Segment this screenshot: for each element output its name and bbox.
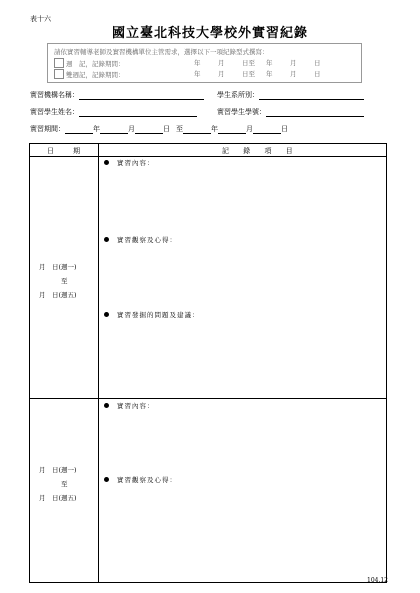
bullet-issues (104, 310, 200, 319)
department-field (217, 90, 364, 100)
unit-to: 至 (176, 125, 183, 133)
content-label: 實習內容： (117, 159, 155, 167)
start-month-input[interactable] (100, 126, 128, 134)
end-year-input[interactable] (183, 126, 211, 134)
unit-day: 日 (314, 70, 321, 78)
weekly-checkbox[interactable] (54, 58, 64, 68)
form-number: 表十六 (30, 15, 51, 23)
unit-month: 月 (290, 59, 297, 67)
issues-label: 實習發掘的問題及建議： (117, 311, 200, 319)
row-divider (30, 398, 386, 399)
start-day-input[interactable] (135, 126, 163, 134)
unit-year: 年 (266, 70, 273, 78)
institution-label: 實習機構名稱： (30, 91, 79, 99)
student-id-label: 實習學生學號： (217, 108, 266, 116)
start-year-input[interactable] (65, 126, 93, 134)
unit-month: 月 (218, 59, 225, 67)
student-name-field (30, 107, 197, 117)
period-label: 實習期間： (30, 125, 65, 133)
week-end-date: 月 日(週五) (39, 494, 77, 502)
column-divider (98, 144, 99, 582)
end-day-input[interactable] (253, 126, 281, 134)
unit-day: 日 (314, 59, 321, 67)
bullet-content (104, 158, 155, 167)
student-name-input[interactable] (79, 109, 197, 117)
institution-field (30, 90, 204, 100)
biweekly-label: 雙週記，記錄期間： (66, 70, 125, 79)
unit-year: 年 (194, 70, 201, 78)
bullet-icon (104, 160, 109, 165)
biweekly-checkbox[interactable] (54, 69, 64, 79)
page-title: 國立臺北科技大學校外實習紀錄 (111, 26, 308, 41)
internship-period-field (30, 124, 288, 134)
weekly-period-units (194, 58, 338, 67)
bullet-content (104, 401, 155, 410)
version-number: 104.12 (367, 577, 388, 584)
notice-instruction: 請依實習輔導老師及實習機構單位主管需求，選擇以下一項紀錄型式撰寫： (54, 48, 269, 56)
unit-year: 年 (194, 59, 201, 67)
observation-label: 實習觀察及心得： (117, 236, 177, 244)
end-month-input[interactable] (218, 126, 246, 134)
unit-year: 年 (266, 59, 273, 67)
record-table (29, 143, 387, 583)
weekly-option (54, 58, 125, 68)
unit-day: 日 (281, 125, 288, 133)
week-to: 至 (61, 277, 68, 285)
unit-day-to: 日至 (242, 59, 255, 67)
student-id-input[interactable] (266, 109, 364, 117)
unit-year: 年 (211, 125, 218, 133)
items-column-header: 記 錄 項 目 (222, 147, 299, 155)
bullet-icon (104, 403, 109, 408)
observation-label: 實習觀察及心得： (117, 476, 177, 484)
weekly-label: 週 記，記錄期間： (66, 59, 125, 68)
week-start-date: 月 日(週一) (39, 263, 77, 271)
student-name-label: 實習學生姓名： (30, 108, 79, 116)
record-type-notice (47, 43, 362, 83)
week-end-date: 月 日(週五) (39, 291, 77, 299)
unit-month: 月 (128, 125, 135, 133)
unit-day-to: 日至 (242, 70, 255, 78)
bullet-observation (104, 235, 177, 244)
bullet-icon (104, 312, 109, 317)
department-label: 學生系所別： (217, 91, 259, 99)
week-to: 至 (61, 480, 68, 488)
date-column-header: 日 期 (47, 147, 86, 155)
unit-year: 年 (93, 125, 100, 133)
unit-month: 月 (290, 70, 297, 78)
unit-month: 月 (246, 125, 253, 133)
bullet-icon (104, 237, 109, 242)
bullet-icon (104, 477, 109, 482)
bullet-observation (104, 475, 177, 484)
department-input[interactable] (259, 92, 364, 100)
unit-day: 日 (163, 125, 170, 133)
biweekly-period-units (194, 69, 338, 78)
student-id-field (217, 107, 364, 117)
header-divider (30, 156, 386, 157)
institution-input[interactable] (79, 92, 204, 100)
content-label: 實習內容： (117, 402, 155, 410)
unit-month: 月 (218, 70, 225, 78)
biweekly-option (54, 69, 125, 79)
week-start-date: 月 日(週一) (39, 466, 77, 474)
